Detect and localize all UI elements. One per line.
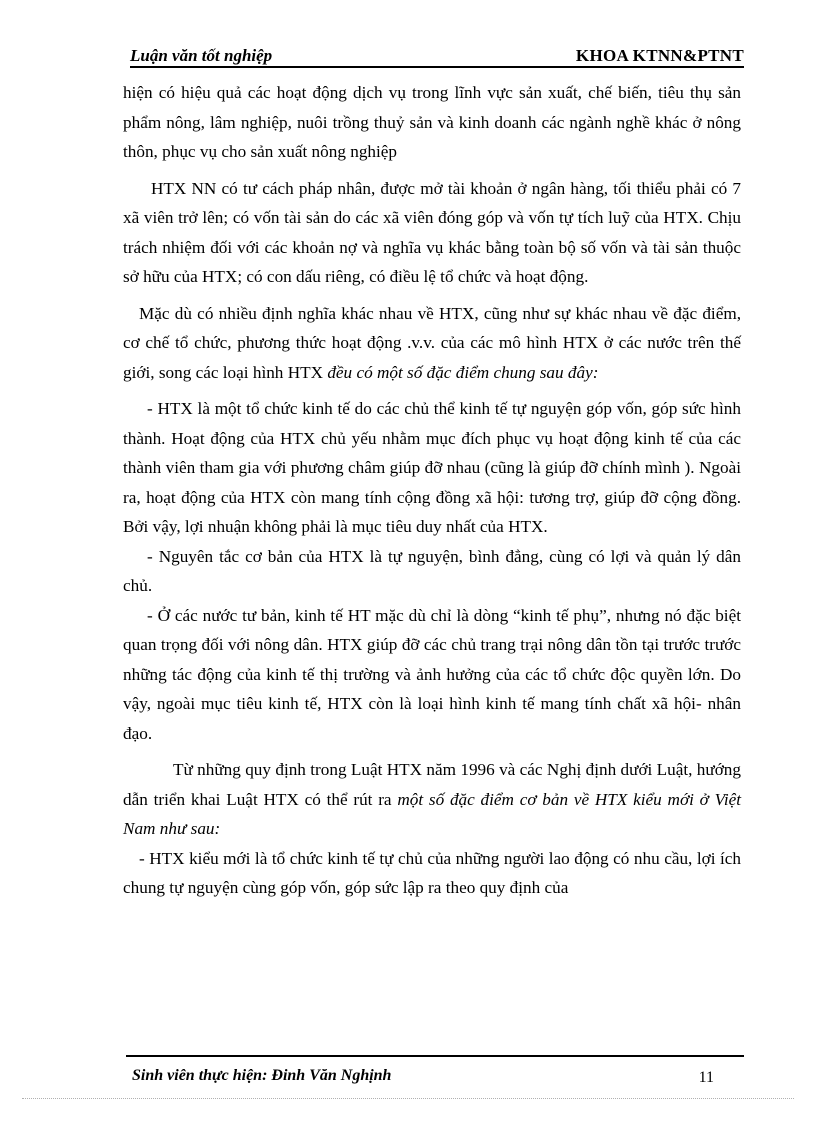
paragraph-1: hiện có hiệu quả các hoạt động dịch vụ trong lĩnh vực sản xuất, chế biến, tiêu thụ sản phẩm nông, lâm nghiệp, nuôi trồng thuỷ sản và kinh doanh các ngành nghề khác ở nông thôn, phục vụ cho sản xuất nông nghiệp xyxy=(123,83,741,161)
page-number: 11 xyxy=(698,1069,714,1086)
paragraph-4: - HTX là một tổ chức kinh tế do các chủ thể kinh tế tự nguyện góp vốn, góp sức hình thành. Hoạt động của HTX chủ yếu nhằm mục đích phục vụ hoạt động kinh tế của các thành viên tham gia với phương châm giúp đỡ nhau (cũng là giúp đỡ chính mình ). Ngoài ra, hoạt động của HTX còn mang tính cộng đồng xã hội: tương trợ, giúp đỡ cộng đồng. Bởi vậy, lợi nhuận không phải là mục tiêu duy nhất của HTX. xyxy=(123,399,741,536)
page-footer xyxy=(126,1055,744,1087)
header-faculty-label: KHOA KTNN&PTNT xyxy=(575,46,744,65)
paragraph-7: Từ những quy định trong Luật HTX năm 1996 và các Nghị định dưới Luật, hướng dẫn triển khai Luật HTX có thể rút ra một số đặc điểm cơ bản về HTX kiểu mới ở Việt Nam như sau: xyxy=(123,760,742,838)
paragraph-2: HTX NN có tư cách pháp nhân, được mở tài khoản ở ngân hàng, tối thiểu phải có 7 xã viên trở lên; có vốn tài sản do các xã viên đóng góp và vốn tự tích luỹ của HTX. Chịu trách nhiệm đối với các khoản nợ và nghĩa vụ khác bằng toàn bộ số vốn và tài sản thuộc sở hữu của HTX; có con dấu riêng, có điều lệ tổ chức và hoạt động. xyxy=(123,178,741,286)
paragraph-3-italic: đều có một số đặc điểm chung sau đây: xyxy=(327,362,599,382)
page-break-line xyxy=(22,1098,794,1099)
footer-author: Sinh viên thực hiện: Đinh Văn Nghịnh xyxy=(132,1067,392,1084)
paragraph-7-italic: một số đặc điểm cơ bản về HTX kiểu mới ở Việt Nam như sau: xyxy=(123,789,742,838)
header-thesis-label: Luận văn tốt nghiệp xyxy=(130,46,273,65)
paragraph-5: - Nguyên tắc cơ bản của HTX là tự nguyện, bình đẳng, cùng có lợi và quản lý dân chủ. xyxy=(123,546,741,595)
paragraph-6: - Ở các nước tư bản, kinh tế HT mặc dù chỉ là dòng “kinh tế phụ”, nhưng nó đặc biệt quan trọng đối với nông dân. HTX giúp đỡ các chủ trang trại nông dân tồn tại trước trước những tác động của kinh tế thị trường và ảnh hưởng của các tổ chức độc quyền lớn. Do vậy, ngoài mục tiêu kinh tế, HTX còn là loại hình kinh tế mang tính chất xã hội- nhân đạo. xyxy=(123,605,741,743)
body-text xyxy=(123,78,741,903)
page-header xyxy=(130,44,744,68)
paragraph-3: Mặc dù có nhiều định nghĩa khác nhau về HTX, cũng như sự khác nhau về đặc điểm, cơ chế tổ chức, phương thức hoạt động .v.v. của các mô hình HTX ở các nước trên thế giới, song các loại hình HTX đều có một số đặc điểm chung sau đây: xyxy=(123,303,741,382)
paragraph-8: - HTX kiểu mới là tổ chức kinh tế tự chủ của những người lao động có nhu cầu, lợi ích chung tự nguyện cùng góp vốn, góp sức lập ra theo quy định của xyxy=(123,848,741,897)
